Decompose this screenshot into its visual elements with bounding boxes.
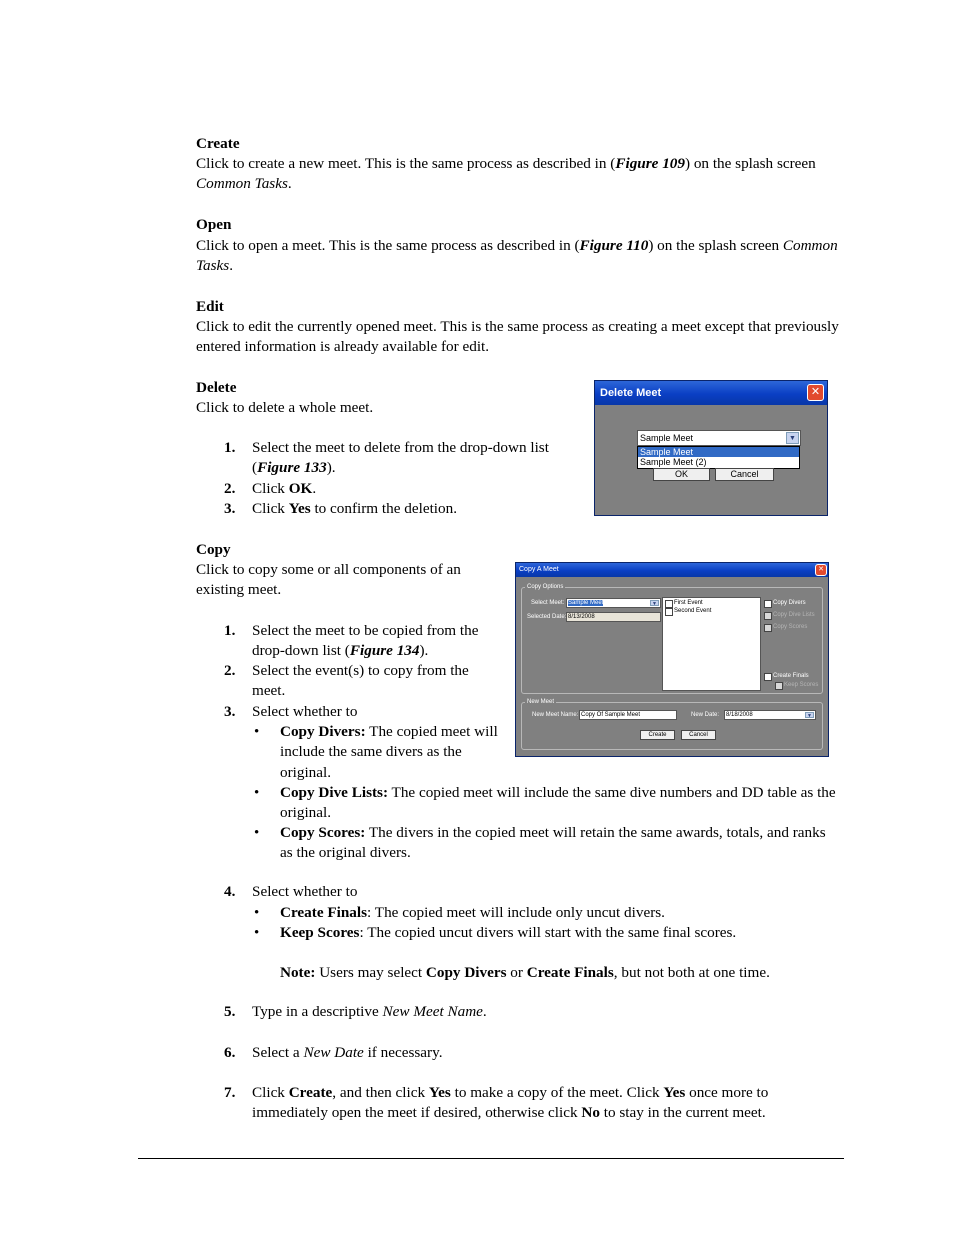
close-icon[interactable]: ✕ — [807, 384, 824, 401]
new-meet-name-input[interactable]: Copy Of Sample Meet — [579, 710, 677, 720]
delete-dialog-titlebar — [595, 381, 827, 405]
copy-options-label: Copy Options — [527, 584, 564, 590]
copy-dive-lists-checkbox[interactable] — [764, 612, 772, 620]
selected-date-field: 8/13/2008 — [566, 612, 661, 622]
delete-dialog-title: Delete Meet — [600, 387, 662, 399]
create-description: Click to create a new meet. This is the same process as described in (Figure 109) on the splash screen Common Tasks. — [196, 155, 816, 193]
copy-scores-checkbox[interactable] — [764, 624, 772, 632]
cancel-button[interactable]: Cancel — [715, 468, 774, 481]
footer-rule — [138, 1158, 844, 1159]
cancel-button[interactable]: Cancel — [681, 730, 716, 740]
event-checkbox[interactable] — [665, 600, 673, 608]
chevron-down-icon[interactable]: ▼ — [805, 712, 814, 718]
chevron-down-icon[interactable]: ▼ — [650, 600, 659, 606]
new-meet-group-label: New Meet — [527, 699, 555, 705]
delete-meet-dialog — [594, 380, 828, 516]
delete-description: Click to delete a whole meet. — [196, 399, 374, 416]
create-heading: Create — [196, 135, 240, 152]
selected-date-label: Selected Date: — [527, 614, 567, 620]
edit-heading: Edit — [196, 298, 224, 315]
close-icon[interactable]: ✕ — [815, 564, 827, 576]
copy-dive-lists-label: Copy Dive Lists — [773, 612, 815, 618]
select-meet-dropdown[interactable]: Sample Meet ▼ — [566, 598, 661, 608]
copy-scores-label: Copy Scores — [773, 624, 808, 630]
copy-divers-checkbox[interactable] — [764, 600, 772, 608]
new-date-label: New Date: — [691, 712, 720, 718]
keep-scores-checkbox[interactable] — [775, 682, 783, 690]
dropdown-option-selected[interactable]: Sample Meet — [638, 447, 799, 457]
event-label: First Event — [674, 600, 703, 606]
create-button[interactable]: Create — [640, 730, 675, 740]
copy-meet-dialog — [515, 562, 829, 757]
new-meet-name-label: New Meet Name: — [532, 712, 579, 718]
dropdown-option[interactable]: Sample Meet (2) — [640, 457, 707, 467]
copy-heading: Copy — [196, 541, 231, 558]
copy-divers-label: Copy Divers — [773, 600, 806, 606]
delete-heading: Delete — [196, 379, 237, 396]
chevron-down-icon[interactable]: ▼ — [786, 432, 799, 444]
open-heading: Open — [196, 216, 232, 233]
copy-description: Click to copy some or all components of an existing meet. — [196, 561, 461, 599]
event-checkbox[interactable] — [665, 608, 673, 616]
new-date-picker[interactable]: 8/18/2008 ▼ — [724, 710, 816, 720]
ok-button[interactable]: OK — [653, 468, 710, 481]
events-list — [662, 597, 761, 691]
select-meet-label: Select Meet: — [531, 600, 565, 606]
create-finals-label: Create Finals — [773, 673, 809, 679]
copy-dialog-title: Copy A Meet — [519, 566, 559, 573]
edit-description: Click to edit the currently opened meet. This is the same process as creating a meet except that previously entered information is already available for edit. — [196, 318, 839, 356]
copy-dialog-titlebar — [516, 563, 828, 577]
create-finals-checkbox[interactable] — [764, 673, 772, 681]
event-label: Second Event — [674, 608, 712, 614]
meet-select[interactable]: Sample Meet ▼ — [637, 430, 801, 446]
keep-scores-label: Keep Scores — [784, 682, 819, 688]
meet-dropdown-list — [637, 446, 800, 469]
open-description: Click to open a meet. This is the same process as described in (Figure 110) on the splash screen Common Tasks. — [196, 237, 838, 275]
note: Note: Users may select Copy Divers or Create Finals, but not both at one time. — [280, 964, 770, 981]
